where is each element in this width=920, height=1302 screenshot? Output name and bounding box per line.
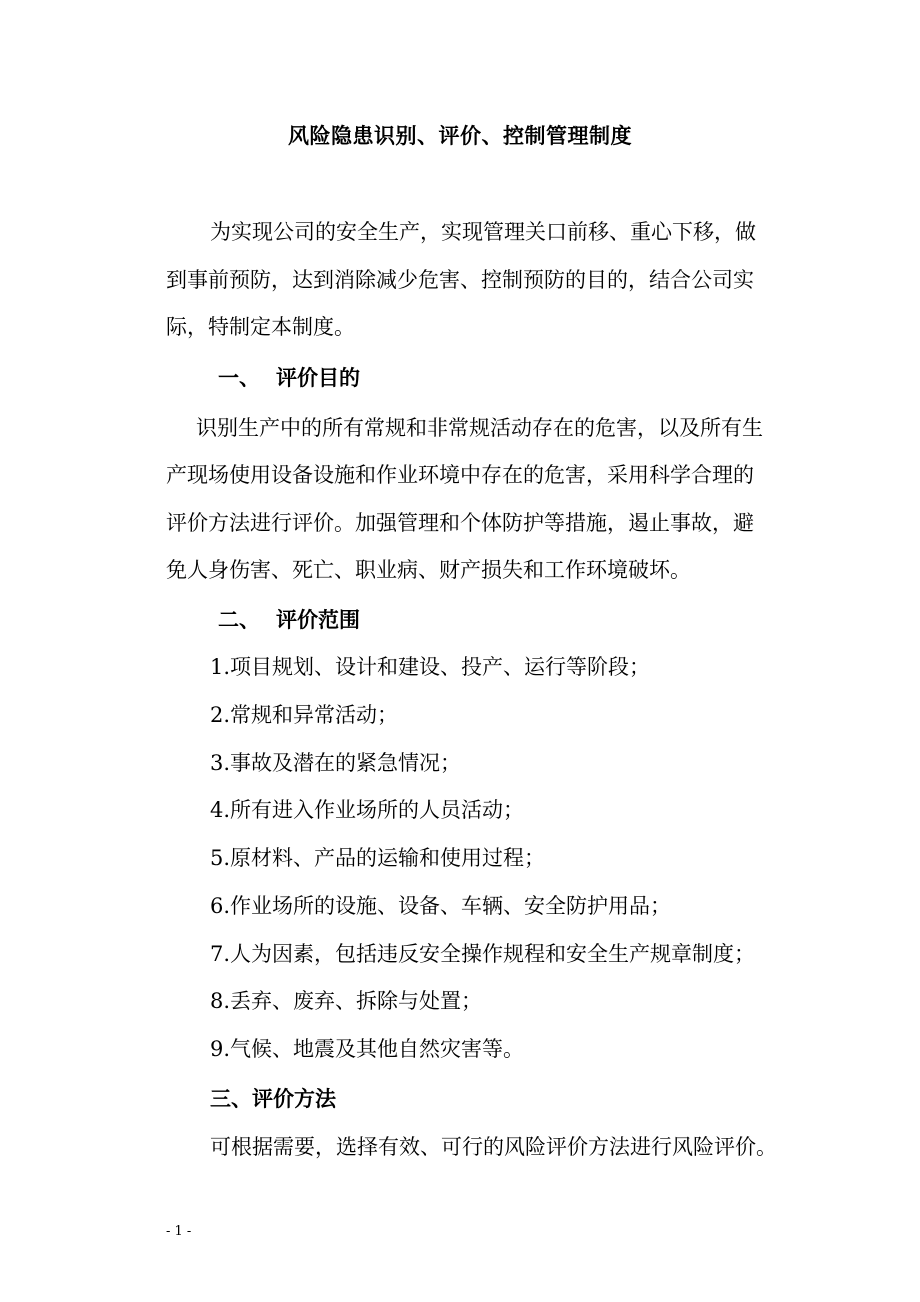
scope-item-4: 4.所有进入作业场所的人员活动； — [210, 798, 525, 822]
scope-item-8: 8.丢弃、废弃、拆除与处置； — [210, 989, 483, 1013]
section-2-heading — [218, 605, 360, 635]
section-1-line-3: 评价方法进行评价。加强管理和个体防护等措施，遏止事故，避 — [166, 511, 754, 535]
section-3-paragraph: 可根据需要，选择有效、可行的风险评价方法进行风险评价。 — [210, 1135, 777, 1159]
section-1-heading — [218, 363, 360, 393]
scope-item-3: 3.事故及潜在的紧急情况； — [210, 751, 462, 775]
scope-item-6: 6.作业场所的设施、设备、车辆、安全防护用品； — [210, 894, 672, 918]
section-1-title: 评价目的 — [276, 366, 360, 390]
section-1-line-4: 免人身伤害、死亡、职业病、财产损失和工作环境破坏。 — [166, 558, 691, 582]
document-title: 风险隐患识别、评价、控制管理制度 — [288, 124, 632, 148]
section-1-line-1: 识别生产中的所有常规和非常规活动存在的危害，以及所有生 — [196, 416, 763, 440]
intro-line-3: 际，特制定本制度。 — [166, 315, 355, 339]
section-1-number: 一、 — [218, 366, 260, 390]
section-2-title: 评价范围 — [276, 608, 360, 632]
section-3-heading: 三、评价方法 — [210, 1087, 336, 1111]
intro-line-2: 到事前预防，达到消除减少危害、控制预防的目的，结合公司实 — [166, 268, 754, 292]
section-1-line-2: 产现场使用设备设施和作业环境中存在的危害，采用科学合理的 — [166, 463, 754, 487]
scope-item-9: 9.气候、地震及其他自然灾害等。 — [210, 1037, 525, 1061]
scope-item-2: 2.常规和异常活动； — [210, 703, 399, 727]
page-number: - 1 - — [166, 1224, 192, 1239]
intro-line-1: 为实现公司的安全生产，实现管理关口前移、重心下移，做 — [210, 220, 756, 244]
scope-item-7: 7.人为因素，包括违反安全操作规程和安全生产规章制度； — [210, 942, 756, 966]
scope-item-5: 5.原材料、产品的运输和使用过程； — [210, 846, 546, 870]
scope-item-1: 1.项目规划、设计和建设、投产、运行等阶段； — [210, 655, 651, 679]
section-2-number: 二、 — [218, 608, 260, 632]
